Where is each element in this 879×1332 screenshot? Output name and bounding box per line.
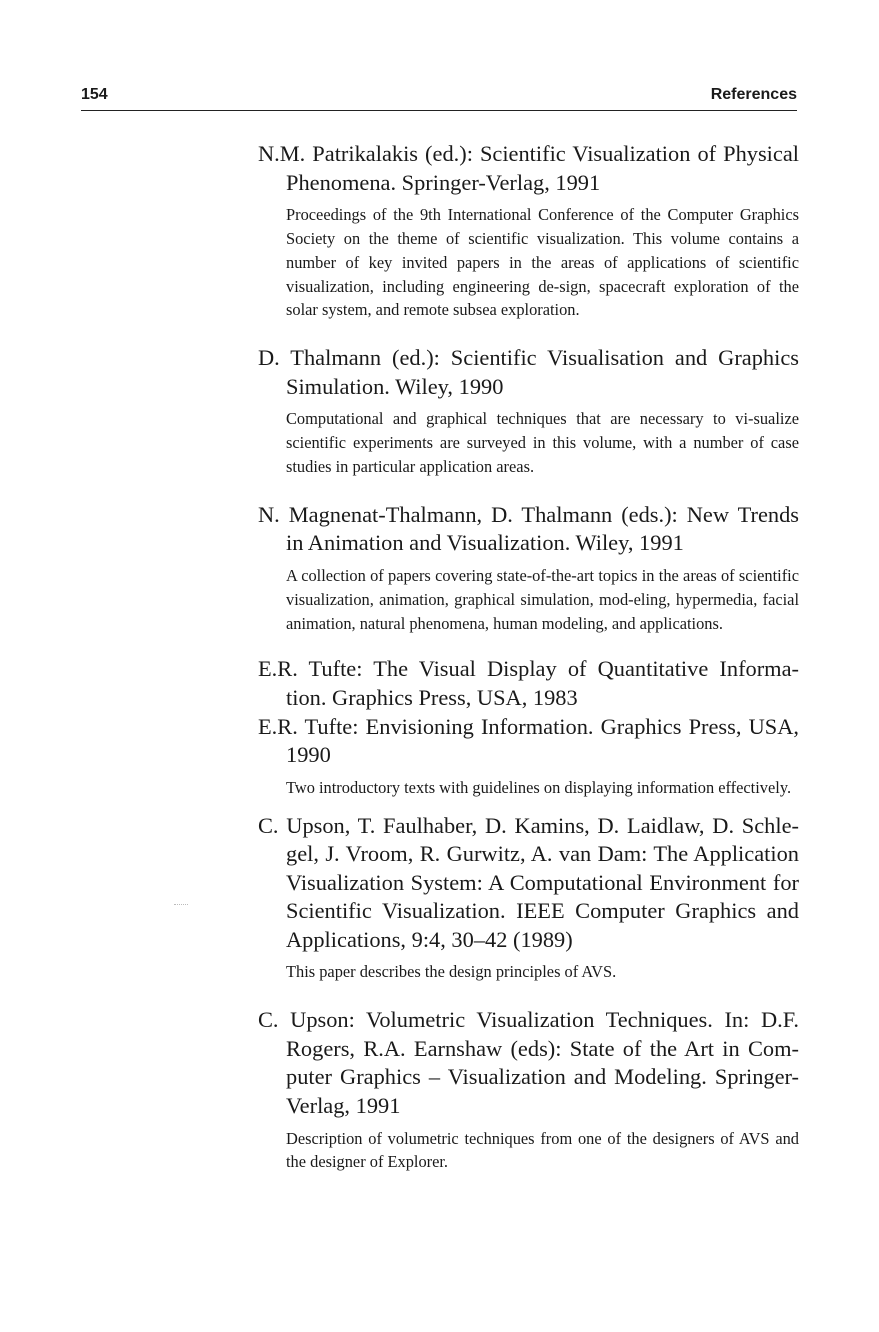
reference-citation: N.M. Patrikalakis (ed.): Scientific Visualization of Physical Phenomena. Springer-Verlag, 1991 [258, 141, 799, 195]
reference-entry [258, 655, 799, 712]
reference-annotation: Computational and graphical techniques that are necessary to vi-sualize scientific experiments are surveyed in this volume, with a number of case studies in particular application areas. [286, 409, 799, 476]
reference-annotation: Description of volumetric techniques from one of the designers of AVS and the designer of Explorer. [286, 1128, 799, 1172]
running-head: References [710, 86, 797, 103]
reference-list [258, 140, 799, 1174]
header-rule [81, 110, 797, 111]
reference-citation: D. Thalmann (ed.): Scientific Visualisation and Graphics Simulation. Wiley, 1990 [258, 345, 799, 399]
reference-citation: C. Upson, T. Faulhaber, D. Kamins, D. Laidlaw, D. Schle-gel, J. Vroom, R. Gurwitz, A. van Dam: The Application Visualization System: A Computational Environment for Scientific Visualization. IEEE Computer Graphics and Applications, 9:4, 30–42 (1989) [258, 812, 799, 952]
reference-citation: E.R. Tufte: Envisioning Information. Graphics Press, USA, 1990 [258, 713, 799, 768]
reference-annotation: This paper describes the design principles of AVS. [286, 962, 617, 982]
reference-annotation: A collection of papers covering state-of-the-art topics in the areas of scientific visualization, animation, graphical simulation, mod-eling, hypermedia, facial animation, natural phenomena, human modeling, and applications. [286, 565, 799, 633]
reference-citation: E.R. Tufte: The Visual Display of Quantitative Informa-tion. Graphics Press, USA, 1983 [258, 656, 799, 710]
reference-citation: C. Upson: Volumetric Visualization Techniques. In: D.F. Rogers, R.A. Earnshaw (eds): State of the Art in Com-puter Graphics – Visualization and Modeling. Springer-Verlag, 1991 [258, 1007, 799, 1119]
reference-citation: N. Magnenat-Thalmann, D. Thalmann (eds.): New Trends in Animation and Visualization. Wiley, 1991 [258, 501, 799, 556]
reference-entry [258, 344, 799, 479]
page-number: 154 [81, 86, 108, 103]
reference-entry [258, 140, 799, 322]
reference-entry [258, 1006, 799, 1174]
reference-annotation: Two introductory texts with guidelines on displaying information effectively. [286, 777, 792, 797]
reference-entry [258, 713, 799, 800]
margin-mark [174, 904, 188, 905]
reference-entry [258, 501, 799, 636]
reference-entry [258, 812, 799, 985]
page-header [81, 86, 797, 108]
reference-annotation: Proceedings of the 9th International Conference of the Computer Graphics Society on the theme of scientific visualization. This volume contains a number of key invited papers in the areas of applications of scientific visualization, including engineering de-sign, spacecraft exploration of the solar system, and remote subsea exploration. [286, 205, 799, 320]
